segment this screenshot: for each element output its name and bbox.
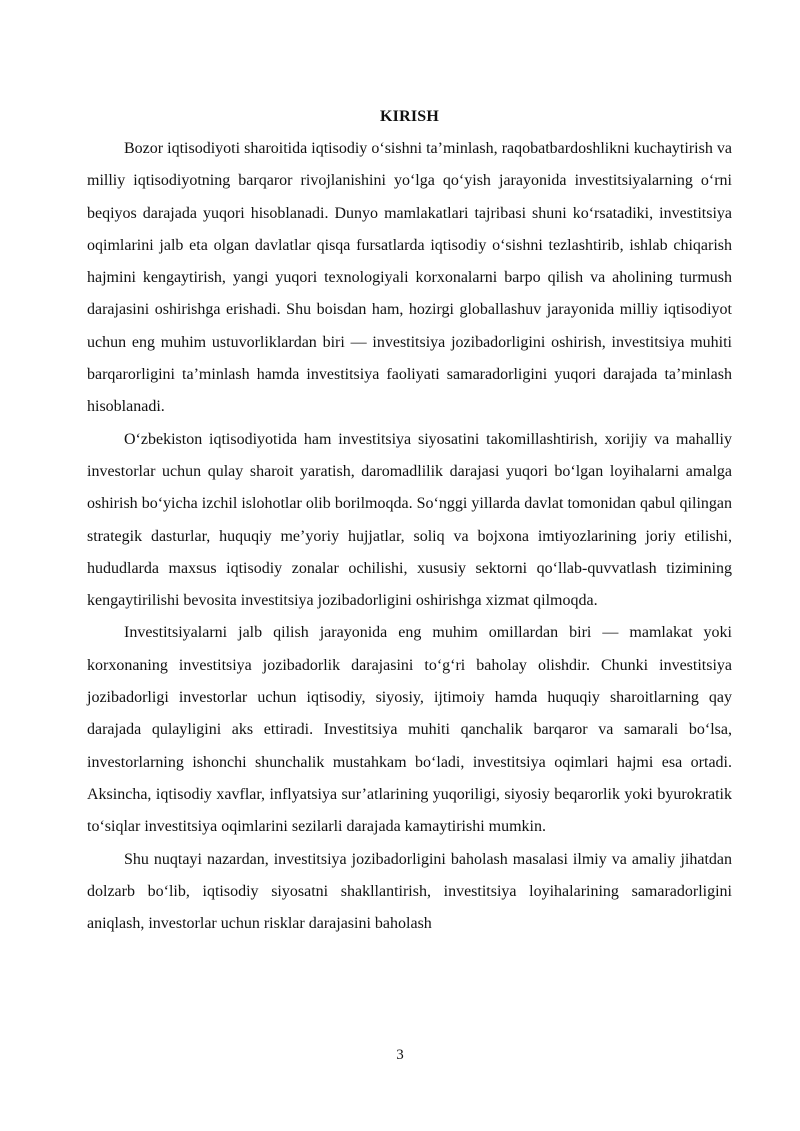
paragraph-3: Investitsiyalarni jalb qilish jarayonida eng muhim omillardan biri — mamlakat yoki korxonaning investitsiya jozibadorlik darajasini to‘g‘ri baholay olishdir. Chunki investitsiya jozibadorligi investorlar uchun iqtisodiy, siyosiy, ijtimoiy hamda huquqiy sharoitlarning qay darajada qulayligini aks ettiradi. Investitsiya muhiti qanchalik barqaror va samarali bo‘lsa, investorlarning ishonchi shunchalik mustahkam bo‘ladi, investitsiya oqimlari hajmi esa ortadi. Aksincha, iqtisodiy xavflar, inflyatsiya sur’atlarining yuqoriligi, siyosiy beqarorlik yoki byurokratik to‘siqlar investitsiya oqimlarini sezilarli darajada kamaytirishi mumkin. — [87, 624, 732, 836]
section-title: KIRISH — [380, 108, 439, 125]
paragraph-4: Shu nuqtayi nazardan, investitsiya jozibadorligini baholash masalasi ilmiy va amaliy jihatdan dolzarb bo‘lib, iqtisodiy siyosatni shakllantirish, investitsiya loyihalarining samaradorligini aniqlash, investorlar uchun risklar darajasini baholash — [87, 850, 732, 933]
paragraph-2: O‘zbekiston iqtisodiyotida ham investitsiya siyosatini takomillashtirish, xorijiy va mahalliy investorlar uchun qulay sharoit yaratish, daromadlilik darajasi yuqori bo‘lgan loyihalarni amalga oshirish bo‘yicha izchil islohotlar olib borilmoqda. So‘nggi yillarda davlat tomonidan qabul qilingan strategik dasturlar, huquqiy me’yoriy hujjatlar, soliq va bojxona imtiyozlarining joriy etilishi, hududlarda maxsus iqtisodiy zonalar ochilishi, xususiy sektorni qo‘llab-quvvatlash tizimining kengaytirilishi bevosita investitsiya jozibadorligini oshirishga xizmat qilmoqda. — [87, 430, 732, 610]
page-number: 3 — [396, 1047, 404, 1063]
page-content — [87, 101, 732, 940]
paragraph-1: Bozor iqtisodiyoti sharoitida iqtisodiy o‘sishni ta’minlash, raqobatbardoshlikni kuchaytirish va milliy iqtisodiyotning barqaror rivojlanishini yo‘lga qo‘yish jarayonida investitsiyalarning o‘rni beqiyos darajada yuqori hisoblanadi. Dunyo mamlakatlari tajribasi shuni ko‘rsatadiki, investitsiya oqimlarini jalb eta olgan davlatlar qisqa fursatlarda iqtisodiy o‘sishni tezlashtirib, ishlab chiqarish hajmini kengaytirish, yangi yuqori texnologiyali korxonalarni barpo qilish va aholining turmush darajasini oshirishga erishadi. Shu boisdan ham, hozirgi globallashuv jarayonida milliy iqtisodiyot uchun eng muhim ustuvorliklardan biri — investitsiya jozibadorligini oshirish, investitsiya muhiti barqarorligini ta’minlash hamda investitsiya faoliyati samaradorligini yuqori darajada ta’minlash hisoblanadi. — [87, 140, 732, 416]
